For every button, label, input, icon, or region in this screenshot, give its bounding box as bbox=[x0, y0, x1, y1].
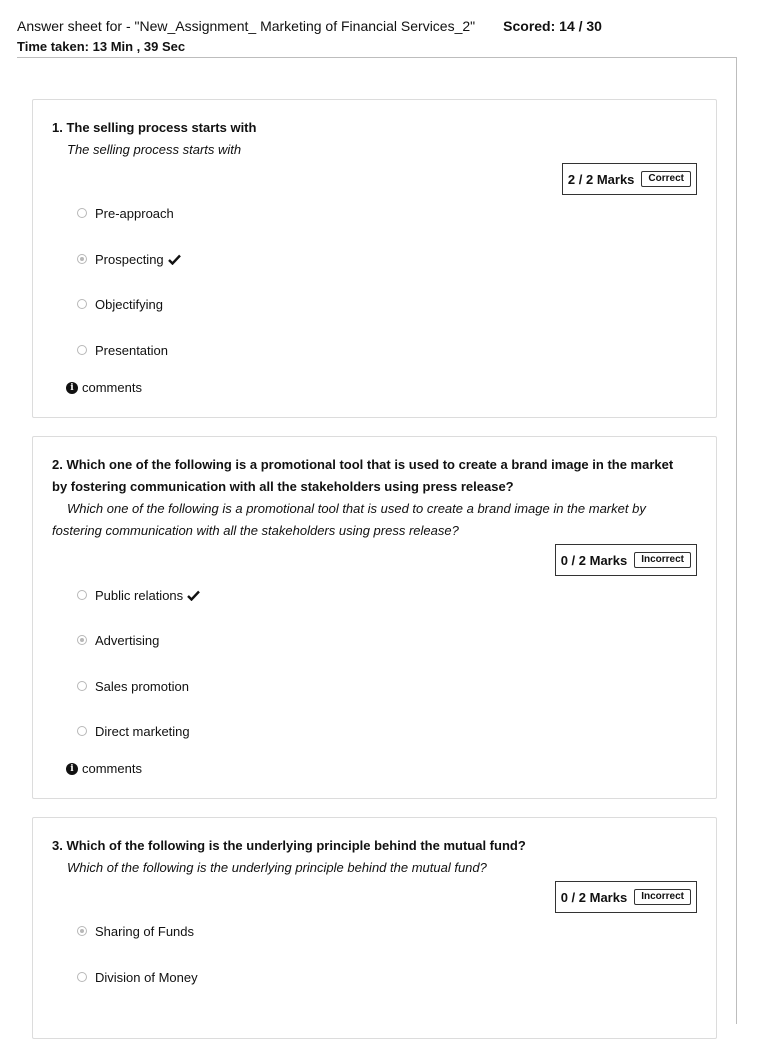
option-label: Sharing of Funds bbox=[95, 923, 195, 939]
radio-button-selected[interactable] bbox=[77, 635, 87, 645]
status-badge: Correct bbox=[641, 171, 691, 187]
comments-label: comments bbox=[82, 380, 142, 395]
answer-sheet-header bbox=[17, 17, 737, 56]
checkmark-icon bbox=[187, 590, 200, 601]
option-division-of-money[interactable] bbox=[77, 967, 198, 987]
status-badge: Incorrect bbox=[634, 889, 691, 905]
status-badge: Incorrect bbox=[634, 552, 691, 568]
option-advertising[interactable] bbox=[77, 630, 159, 650]
option-label: Advertising bbox=[95, 632, 160, 648]
question-title: 2. Which one of the following is a promotional tool that is used to create a brand image in the market by fostering communication with all the stakeholders using press release? bbox=[52, 457, 674, 494]
option-label: Sales promotion bbox=[95, 678, 189, 694]
option-label: Presentation bbox=[95, 342, 168, 358]
marks-box bbox=[555, 881, 697, 913]
header-divider bbox=[17, 57, 737, 58]
marks-value: 2 / 2 Marks bbox=[567, 171, 635, 187]
option-label: Direct marketing bbox=[95, 723, 190, 739]
sheet-title: Answer sheet for - "New_Assignment_ Marketing of Financial Services_2" bbox=[17, 18, 476, 34]
radio-button[interactable] bbox=[77, 681, 87, 691]
radio-button[interactable] bbox=[77, 972, 87, 982]
question-subtitle: Which one of the following is a promotional tool that is used to create a brand image in the market by fostering communication with all the stakeholders using press release? bbox=[52, 501, 646, 538]
question-card-2 bbox=[32, 436, 717, 799]
content-right-border bbox=[736, 57, 737, 1024]
comments-label: comments bbox=[82, 761, 142, 776]
comments-link[interactable] bbox=[66, 380, 142, 395]
score-label: Scored: 14 / 30 bbox=[503, 18, 602, 34]
radio-button[interactable] bbox=[77, 345, 87, 355]
question-card-1 bbox=[32, 99, 717, 418]
question-subtitle: Which of the following is the underlying principle behind the mutual fund? bbox=[67, 860, 487, 875]
marks-value: 0 / 2 Marks bbox=[560, 552, 628, 568]
marks-value: 0 / 2 Marks bbox=[560, 889, 628, 905]
option-prospecting[interactable] bbox=[77, 249, 181, 269]
time-taken: Time taken: 13 Min , 39 Sec bbox=[17, 39, 186, 54]
marks-box bbox=[562, 163, 697, 195]
radio-button[interactable] bbox=[77, 299, 87, 309]
question-card-3 bbox=[32, 817, 717, 1039]
question-title: 1. The selling process starts with bbox=[52, 120, 257, 135]
option-label: Objectifying bbox=[95, 296, 163, 312]
info-icon: i bbox=[66, 382, 78, 394]
option-label: Division of Money bbox=[95, 969, 198, 985]
question-subtitle: The selling process starts with bbox=[67, 142, 242, 157]
checkmark-icon bbox=[168, 254, 181, 265]
radio-button[interactable] bbox=[77, 590, 87, 600]
radio-button[interactable] bbox=[77, 208, 87, 218]
option-pre-approach[interactable] bbox=[77, 203, 174, 223]
option-direct-marketing[interactable] bbox=[77, 721, 190, 741]
option-presentation[interactable] bbox=[77, 340, 168, 360]
comments-link[interactable] bbox=[66, 761, 142, 776]
option-objectifying[interactable] bbox=[77, 294, 163, 314]
option-public-relations[interactable] bbox=[77, 585, 200, 605]
radio-button-selected[interactable] bbox=[77, 254, 87, 264]
option-sharing-of-funds[interactable] bbox=[77, 921, 194, 941]
option-label: Public relations bbox=[95, 587, 184, 603]
radio-button[interactable] bbox=[77, 726, 87, 736]
marks-box bbox=[555, 544, 697, 576]
option-label: Pre-approach bbox=[95, 205, 174, 221]
question-title: 3. Which of the following is the underlying principle behind the mutual fund? bbox=[52, 838, 526, 853]
option-sales-promotion[interactable] bbox=[77, 676, 189, 696]
radio-button-selected[interactable] bbox=[77, 926, 87, 936]
option-label: Prospecting bbox=[95, 251, 164, 267]
title-line bbox=[17, 17, 737, 35]
info-icon: i bbox=[66, 763, 78, 775]
